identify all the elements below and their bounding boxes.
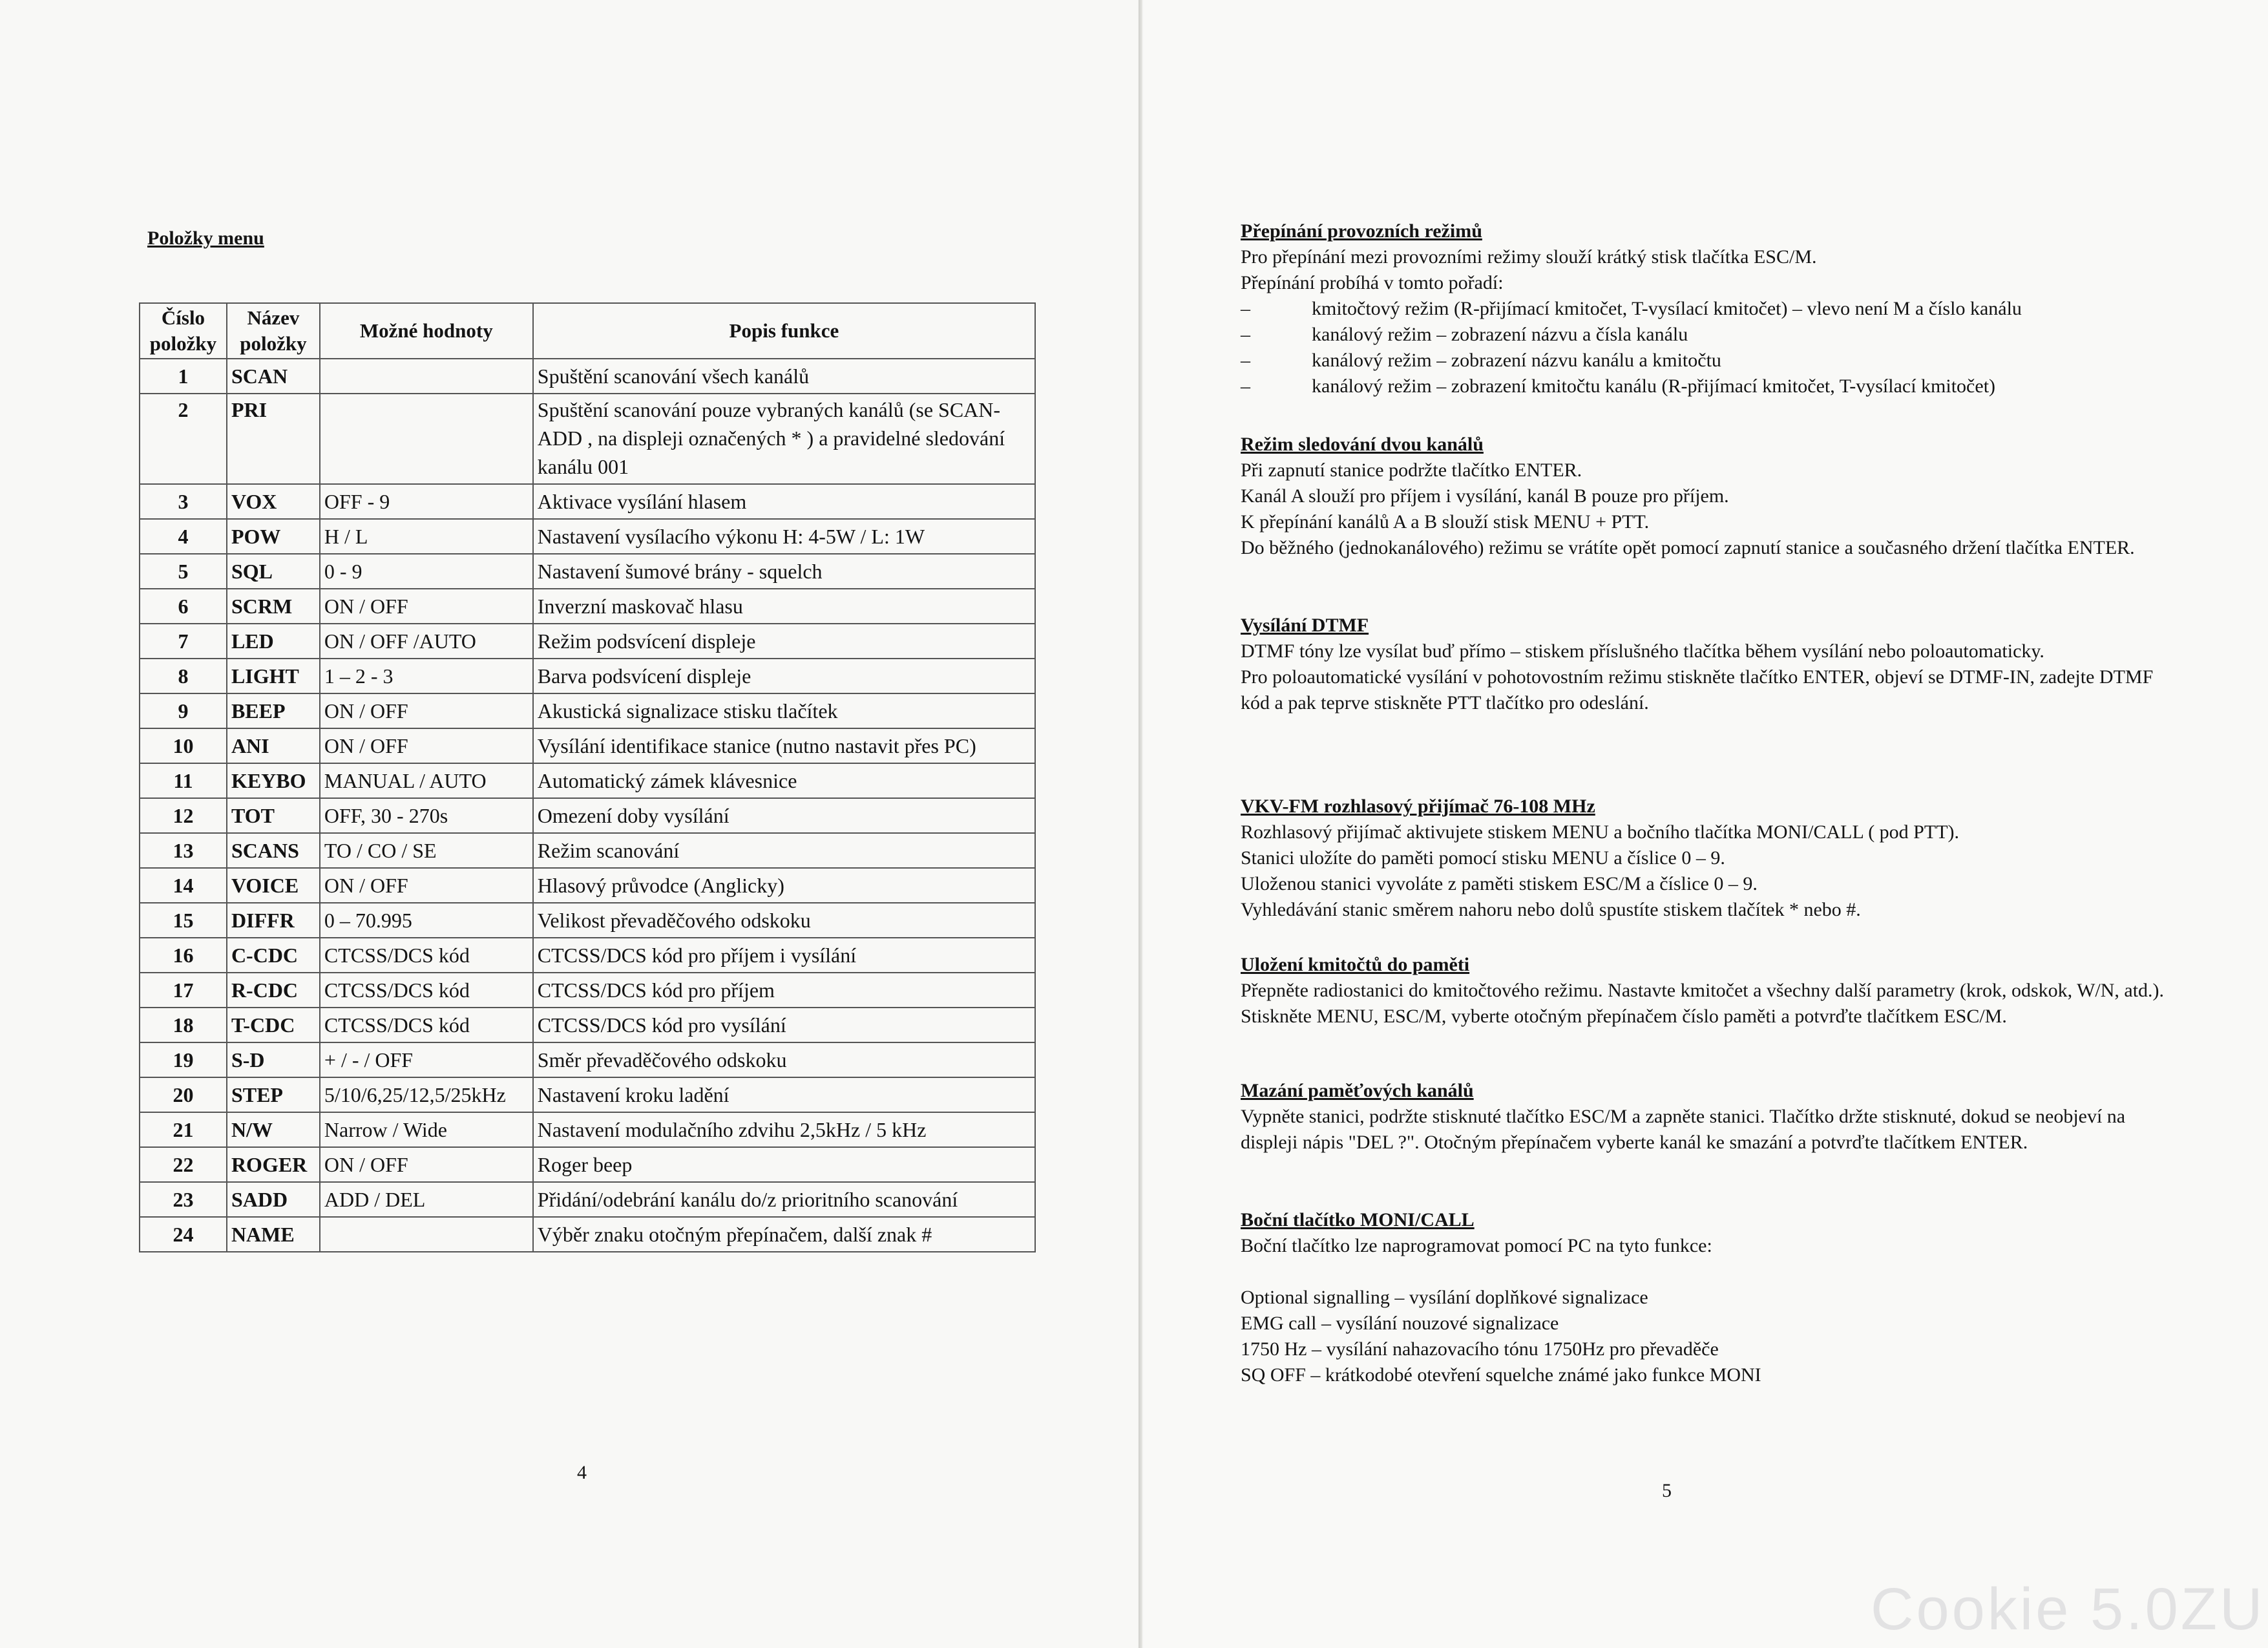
item-number-cell: 6 (140, 589, 227, 624)
table-row (140, 1147, 1035, 1182)
item-number-cell: 8 (140, 659, 227, 693)
item-number-cell: 9 (140, 693, 227, 728)
paragraph: Vyhledávání stanic směrem nahoru nebo dolů spustíte stiskem tlačítek * nebo #. (1241, 899, 1861, 920)
item-name-cell: R-CDC (227, 973, 320, 1008)
item-name-cell: C-CDC (227, 938, 320, 973)
item-values-cell: ON / OFF (320, 589, 533, 624)
menu-items-title: Položky menu (147, 227, 264, 249)
paragraph: Uloženou stanici vyvoláte z paměti stiskem ESC/M a číslice 0 – 9. (1241, 873, 1758, 894)
list-item-text: kanálový režim – zobrazení názvu kanálu a kmitočtu (1312, 350, 1721, 371)
item-values-cell (320, 394, 533, 484)
table-row (140, 1077, 1035, 1112)
item-number-cell: 15 (140, 903, 227, 938)
paragraph: Přepněte radiostanici do kmitočtového režimu. Nastavte kmitočet a všechny další parametry (krok, odskok, W/N, atd.). (1241, 980, 2165, 1001)
item-description-cell: Přidání/odebrání kanálu do/z prioritního scanování (533, 1182, 1035, 1217)
item-name-cell: N/W (227, 1112, 320, 1147)
paragraph: Vypněte stanici, podržte stisknuté tlačítko ESC/M a zapněte stanici. Tlačítko držte stisknuté, dokud se neobjeví na displeji nápis "DEL ?". Otočným přepínačem vyberte kanál ke smazání a potvrďte tlačítkem ENTER. (1241, 1106, 2126, 1153)
item-values-cell: OFF - 9 (320, 484, 533, 519)
paragraph: K přepínání kanálů A a B slouží stisk MENU + PTT. (1241, 511, 1650, 533)
list-item-text: kanálový režim – zobrazení kmitočtu kanálu (R-přijímací kmitočet, T-vysílací kmitočet) (1312, 375, 1996, 397)
paragraph: Stiskněte MENU, ESC/M, vyberte otočným přepínačem číslo paměti a potvrďte tlačítkem ESC/M. (1241, 1006, 2007, 1027)
item-name-cell: VOICE (227, 868, 320, 903)
item-name-cell: SCRM (227, 589, 320, 624)
menu-table-body (140, 359, 1035, 1252)
paragraph: Pro poloautomatické vysílání v pohotovostním režimu stiskněte tlačítko ENTER, objeví se DTMF-IN, zadejte DTMF kód a pak teprve stiskněte PTT tlačítko pro odeslání. (1241, 666, 2154, 713)
item-name-cell: TOT (227, 798, 320, 833)
item-values-cell: 1 – 2 - 3 (320, 659, 533, 693)
item-number-cell: 18 (140, 1008, 227, 1042)
item-name-cell: S-D (227, 1042, 320, 1077)
table-row (140, 624, 1035, 659)
item-name-cell: BEEP (227, 693, 320, 728)
list-item (1241, 322, 2184, 348)
section-dual-watch (1241, 432, 2184, 561)
section-dtmf (1241, 613, 2184, 716)
paragraph: Přepínání probíhá v tomto pořadí: (1241, 272, 1504, 293)
table-row (140, 938, 1035, 973)
header-item-number: Číslo položky (140, 303, 227, 359)
table-row (140, 554, 1035, 589)
item-number-cell: 10 (140, 728, 227, 763)
item-values-cell: ADD / DEL (320, 1182, 533, 1217)
table-row (140, 903, 1035, 938)
table-row (140, 833, 1035, 868)
item-description-cell: Spuštění scanování pouze vybraných kanálů (se SCAN-ADD , na displeji označených * ) a pravidelné sledování kanálu 001 (533, 394, 1035, 484)
table-row (140, 519, 1035, 554)
item-values-cell: ON / OFF (320, 693, 533, 728)
section-title: VKV-FM rozhlasový přijímač 76-108 MHz (1241, 796, 1595, 817)
item-number-cell: 1 (140, 359, 227, 394)
item-number-cell: 12 (140, 798, 227, 833)
page-number-left: 4 (577, 1462, 587, 1483)
header-possible-values: Možné hodnoty (320, 303, 533, 359)
paragraph: Pro přepínání mezi provozními režimy slouží krátký stisk tlačítka ESC/M. (1241, 246, 1817, 268)
item-name-cell: T-CDC (227, 1008, 320, 1042)
dash-bullet: – (1241, 375, 1250, 397)
item-description-cell: Barva podsvícení displeje (533, 659, 1035, 693)
item-number-cell: 3 (140, 484, 227, 519)
table-row (140, 973, 1035, 1008)
list-item (1241, 348, 2184, 374)
item-values-cell: CTCSS/DCS kód (320, 938, 533, 973)
item-description-cell: Režim scanování (533, 833, 1035, 868)
table-row (140, 798, 1035, 833)
item-values-cell: ON / OFF (320, 1147, 533, 1182)
item-description-cell: Hlasový průvodce (Anglicky) (533, 868, 1035, 903)
item-values-cell (320, 359, 533, 394)
item-number-cell: 5 (140, 554, 227, 589)
item-description-cell: Nastavení modulačního zdvihu 2,5kHz / 5 kHz (533, 1112, 1035, 1147)
item-number-cell: 4 (140, 519, 227, 554)
item-description-cell: CTCSS/DCS kód pro příjem i vysílání (533, 938, 1035, 973)
table-row (140, 1182, 1035, 1217)
table-row (140, 1112, 1035, 1147)
dash-bullet: – (1241, 324, 1250, 345)
item-name-cell: PRI (227, 394, 320, 484)
list-item-text: kanálový režim – zobrazení názvu a čísla kanálu (1312, 324, 1688, 345)
item-values-cell: TO / CO / SE (320, 833, 533, 868)
section-store-memory (1241, 952, 2184, 1030)
table-row (140, 359, 1035, 394)
item-name-cell: SQL (227, 554, 320, 589)
table-row (140, 1042, 1035, 1077)
table-header-row (140, 303, 1035, 359)
section-side-button (1241, 1207, 2184, 1388)
paragraph: SQ OFF – krátkodobé otevření squelche známé jako funkce MONI (1241, 1364, 1761, 1386)
item-name-cell: ANI (227, 728, 320, 763)
item-values-cell: MANUAL / AUTO (320, 763, 533, 798)
item-values-cell: Narrow / Wide (320, 1112, 533, 1147)
item-name-cell: NAME (227, 1217, 320, 1252)
table-row (140, 763, 1035, 798)
dash-bullet: – (1241, 350, 1250, 371)
spacer (1241, 1259, 2184, 1285)
page-number-right: 5 (1662, 1480, 1672, 1501)
section-mode-switching (1241, 218, 2184, 399)
table-row (140, 589, 1035, 624)
item-description-cell: Akustická signalizace stisku tlačítek (533, 693, 1035, 728)
paragraph: 1750 Hz – vysílání nahazovacího tónu 1750Hz pro převaděče (1241, 1338, 1719, 1360)
section-title: Vysílání DTMF (1241, 615, 1369, 636)
table-row (140, 868, 1035, 903)
item-description-cell: Režim podsvícení displeje (533, 624, 1035, 659)
paragraph: Boční tlačítko lze naprogramovat pomocí PC na tyto funkce: (1241, 1235, 1712, 1256)
item-values-cell: ON / OFF (320, 868, 533, 903)
item-description-cell: Roger beep (533, 1147, 1035, 1182)
item-description-cell: Směr převaděčového odskoku (533, 1042, 1035, 1077)
paragraph: Do běžného (jednokanálového) režimu se vrátíte opět pomocí zapnutí stanice a současného držení tlačítka ENTER. (1241, 537, 2135, 558)
item-number-cell: 7 (140, 624, 227, 659)
paragraph: DTMF tóny lze vysílat buď přímo – stiskem příslušného tlačítka během vysílání nebo poloautomaticky. (1241, 640, 2044, 662)
item-description-cell: Inverzní maskovač hlasu (533, 589, 1035, 624)
item-description-cell: CTCSS/DCS kód pro příjem (533, 973, 1035, 1008)
table-row (140, 1008, 1035, 1042)
list-item (1241, 296, 2184, 322)
item-values-cell: 0 - 9 (320, 554, 533, 589)
dash-bullet: – (1241, 298, 1250, 319)
item-description-cell: Výběr znaku otočným přepínačem, další znak # (533, 1217, 1035, 1252)
section-title: Mazání paměťových kanálů (1241, 1080, 1474, 1101)
item-name-cell: SCAN (227, 359, 320, 394)
item-name-cell: VOX (227, 484, 320, 519)
item-values-cell: CTCSS/DCS kód (320, 1008, 533, 1042)
section-delete-memory (1241, 1078, 2184, 1156)
item-values-cell: ON / OFF /AUTO (320, 624, 533, 659)
item-description-cell: Spuštění scanování všech kanálů (533, 359, 1035, 394)
item-description-cell: Omezení doby vysílání (533, 798, 1035, 833)
menu-items-table (139, 302, 1036, 1252)
item-values-cell: H / L (320, 519, 533, 554)
item-description-cell: Automatický zámek klávesnice (533, 763, 1035, 798)
page-fold (1139, 0, 1142, 1648)
section-fm-radio (1241, 794, 2184, 923)
item-values-cell (320, 1217, 533, 1252)
section-title: Boční tlačítko MONI/CALL (1241, 1209, 1475, 1231)
section-title: Režim sledování dvou kanálů (1241, 434, 1484, 455)
item-number-cell: 2 (140, 394, 227, 484)
item-values-cell: OFF, 30 - 270s (320, 798, 533, 833)
item-description-cell: Vysílání identifikace stanice (nutno nastavit přes PC) (533, 728, 1035, 763)
section-title: Uložení kmitočtů do paměti (1241, 954, 1470, 975)
table-row (140, 394, 1035, 484)
list-item (1241, 374, 2184, 399)
paragraph: Stanici uložíte do paměti pomocí stisku MENU a číslice 0 – 9. (1241, 847, 1725, 869)
watermark: Cookie 5.0ZU (1871, 1576, 2265, 1642)
item-name-cell: KEYBO (227, 763, 320, 798)
item-description-cell: CTCSS/DCS kód pro vysílání (533, 1008, 1035, 1042)
item-values-cell: 5/10/6,25/12,5/25kHz (320, 1077, 533, 1112)
item-description-cell: Velikost převaděčového odskoku (533, 903, 1035, 938)
table-row (140, 693, 1035, 728)
item-name-cell: POW (227, 519, 320, 554)
paragraph: Rozhlasový přijímač aktivujete stiskem MENU a bočního tlačítka MONI/CALL ( pod PTT). (1241, 821, 1960, 843)
table-row (140, 1217, 1035, 1252)
mode-list (1241, 296, 2184, 399)
item-values-cell: CTCSS/DCS kód (320, 973, 533, 1008)
item-values-cell: 0 – 70.995 (320, 903, 533, 938)
paragraph: EMG call – vysílání nouzové signalizace (1241, 1313, 1559, 1334)
paragraph: Optional signalling – vysílání doplňkové signalizace (1241, 1287, 1648, 1308)
item-name-cell: LIGHT (227, 659, 320, 693)
section-title: Přepínání provozních režimů (1241, 220, 1482, 242)
item-values-cell: ON / OFF (320, 728, 533, 763)
paragraph: Při zapnutí stanice podržte tlačítko ENTER. (1241, 460, 1582, 481)
item-number-cell: 13 (140, 833, 227, 868)
item-number-cell: 23 (140, 1182, 227, 1217)
item-name-cell: STEP (227, 1077, 320, 1112)
item-name-cell: SADD (227, 1182, 320, 1217)
item-description-cell: Nastavení kroku ladění (533, 1077, 1035, 1112)
item-number-cell: 17 (140, 973, 227, 1008)
item-number-cell: 22 (140, 1147, 227, 1182)
item-number-cell: 19 (140, 1042, 227, 1077)
item-name-cell: LED (227, 624, 320, 659)
item-name-cell: DIFFR (227, 903, 320, 938)
header-function-description: Popis funkce (533, 303, 1035, 359)
item-number-cell: 24 (140, 1217, 227, 1252)
item-number-cell: 11 (140, 763, 227, 798)
item-name-cell: SCANS (227, 833, 320, 868)
item-name-cell: ROGER (227, 1147, 320, 1182)
header-item-name: Název položky (227, 303, 320, 359)
list-item-text: kmitočtový režim (R-přijímací kmitočet, T-vysílací kmitočet) – vlevo není M a číslo kanálu (1312, 298, 2022, 319)
item-number-cell: 16 (140, 938, 227, 973)
item-description-cell: Nastavení šumové brány - squelch (533, 554, 1035, 589)
paragraph: Kanál A slouží pro příjem i vysílání, kanál B pouze pro příjem. (1241, 485, 1729, 507)
item-number-cell: 14 (140, 868, 227, 903)
item-description-cell: Aktivace vysílání hlasem (533, 484, 1035, 519)
table-row (140, 659, 1035, 693)
item-number-cell: 21 (140, 1112, 227, 1147)
item-values-cell: + / - / OFF (320, 1042, 533, 1077)
item-number-cell: 20 (140, 1077, 227, 1112)
item-description-cell: Nastavení vysílacího výkonu H: 4-5W / L: 1W (533, 519, 1035, 554)
table-row (140, 728, 1035, 763)
table-row (140, 484, 1035, 519)
